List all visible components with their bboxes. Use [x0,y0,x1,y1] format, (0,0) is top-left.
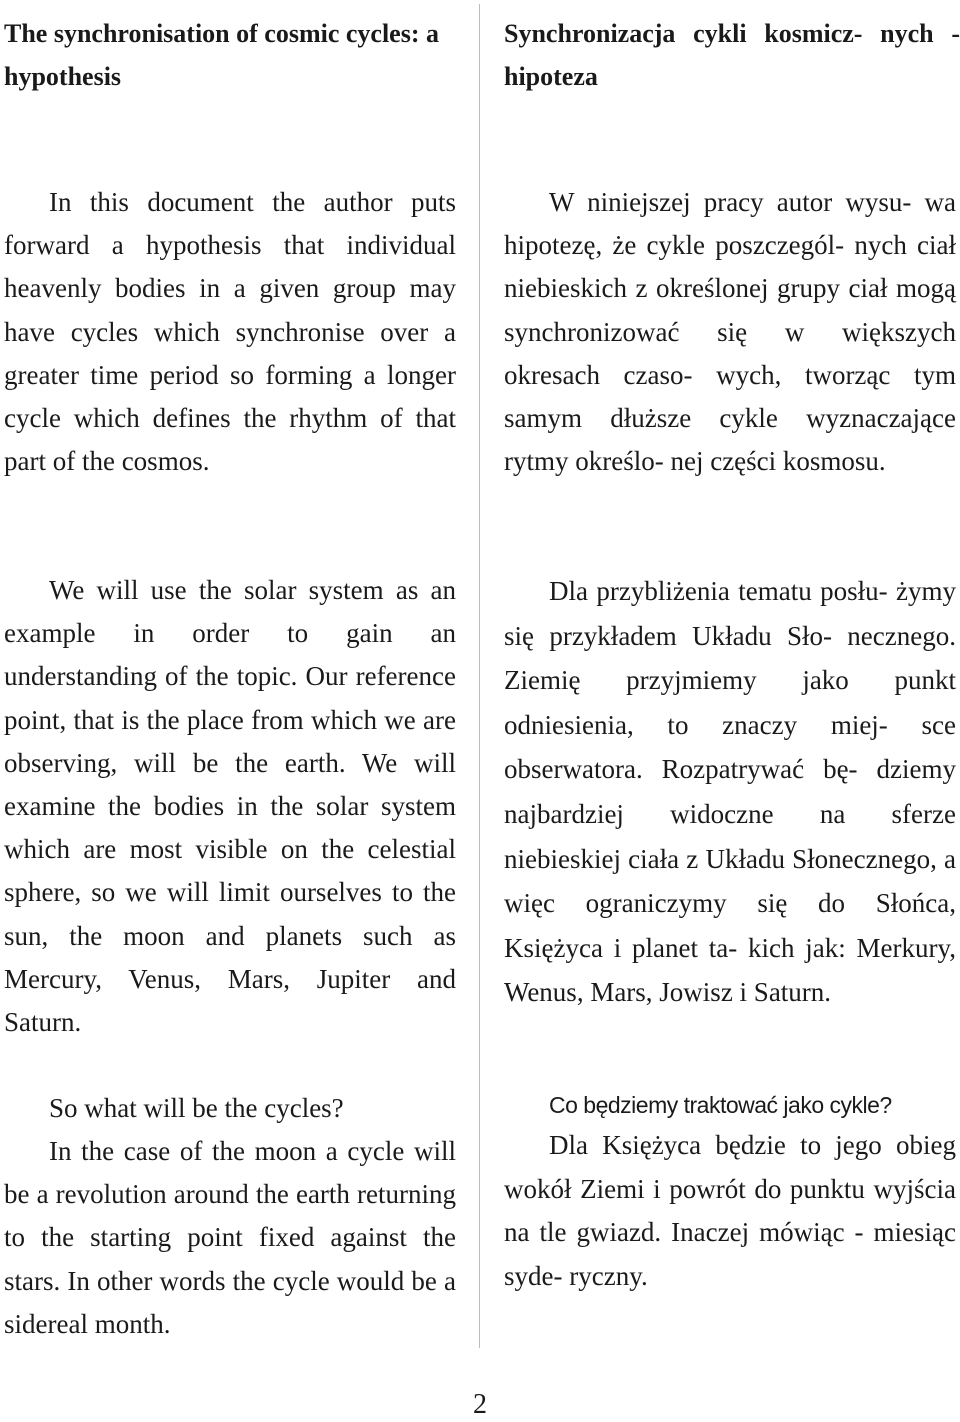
polish-paragraph-3: Co będziemy traktować jako cykle? [549,1092,892,1118]
english-paragraph-1: In this document the author puts forward a hypothesis that individual heavenly bodies in a given group may have cycles which synchronise over a greater time period so forming a longer cycle which defines the rhythm of that part of the cosmos. [4,187,456,477]
polish-paragraph-2: Dla przybliżenia tematu posłu- żymy się przykładem Układu Sło- necznego. Ziemię przyjmiemy jako punkt odniesienia, to znaczy miej- sce obserwatora. Rozpatrywać bę- dziemy najbardziej widoczne na sferze niebieskiej ciała z Układu Słonecznego, a więc ograniczymy się do Słońca, Księżyca i planet ta- kich jak: Merkury, Wenus, Mars, Jowisz i Saturn. [504,576,956,1008]
polish-title: Synchronizacja cykli kosmicz- nych - hipoteza [504,19,960,91]
english-paragraph-3: So what will be the cycles? [49,1093,344,1123]
polish-paragraph-1: W niniejszej pracy autor wysu- wa hipotezę, że cykle poszczegól- nych ciał niebieskich z określonej grupy ciał mogą synchronizować się w większych okresach czaso- wych, tworząc tym samym dłuższe cykle wyznaczające rytmy określo- nej części kosmosu. [504,187,956,477]
polish-paragraph-4: Dla Księżyca będzie to jego obieg wokół Ziemi i powrót do punktu wyjścia na tle gwiazd. Inaczej mówiąc - miesiąc syde- ryczny. [504,1130,956,1291]
english-paragraph-2: We will use the solar system as an example in order to gain an understanding of the topic. Our reference point, that is the place from which we are observing, will be the earth. We will examine the bodies in the solar system which are most visible on the celestial sphere, so we will limit ourselves to the sun, the moon and planets such as Mercury, Venus, Mars, Jupiter and Saturn. [4,575,456,1038]
page-number: 2 [473,1389,487,1420]
english-title: The synchronisation of cosmic cycles: a hypothesis [4,19,439,91]
english-paragraph-4: In the case of the moon a cycle will be a revolution around the earth returning to the starting point fixed against the stars. In other words the cycle would be a sidereal month. [4,1136,456,1339]
column-divider [479,4,480,1348]
